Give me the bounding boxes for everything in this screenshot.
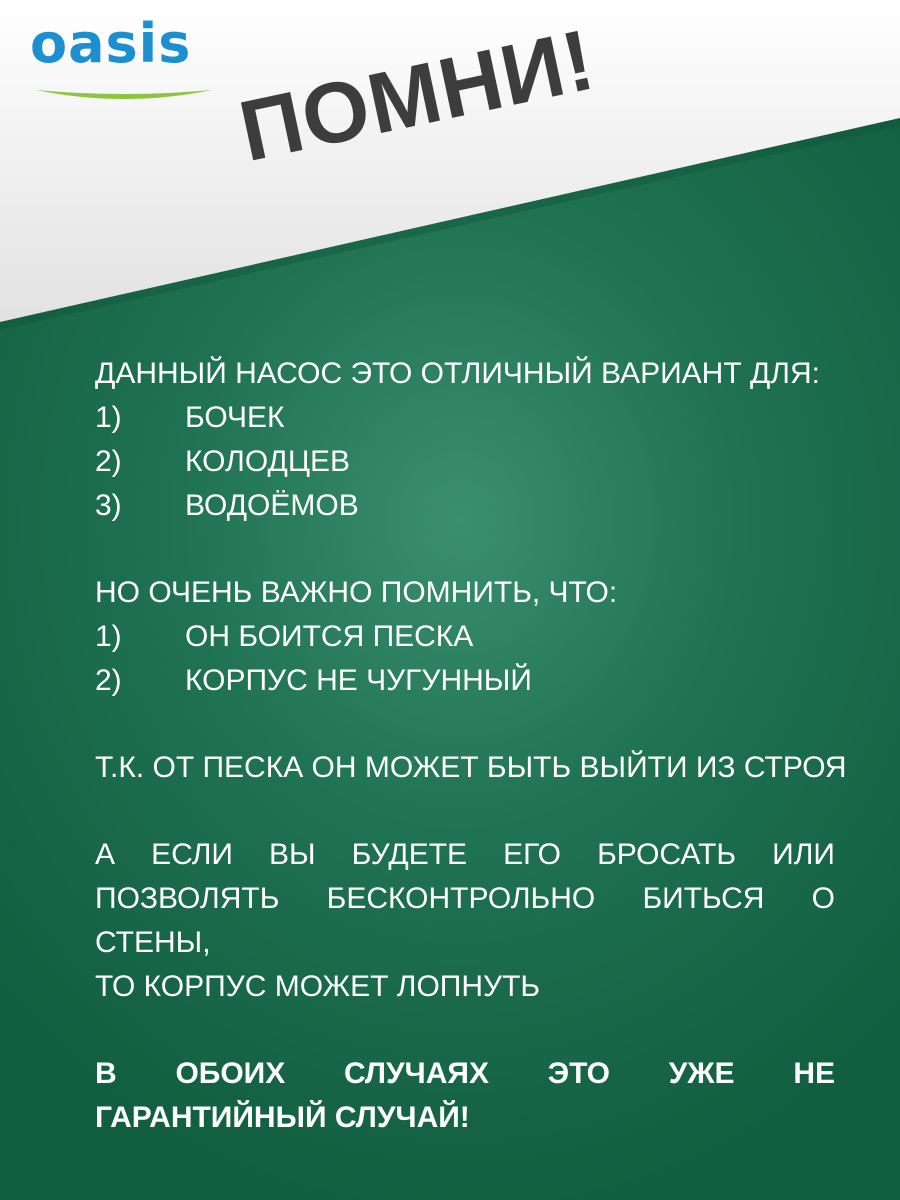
list-item	[95, 615, 835, 659]
warning-line-1: В ОБОИХ СЛУЧАЯХ ЭТО УЖЕ НЕ	[95, 1057, 835, 1090]
list-item	[95, 396, 835, 440]
main-content	[95, 352, 847, 1140]
list-item-text: ОН БОИТСЯ ПЕСКА	[185, 620, 474, 653]
section2-heading: НО ОЧЕНЬ ВАЖНО ПОМНИТЬ, ЧТО:	[95, 576, 618, 609]
list-item	[95, 484, 835, 528]
section1-heading: ДАННЫЙ НАСОС ЭТО ОТЛИЧНЫЙ ВАРИАНТ ДЛЯ:	[95, 357, 820, 390]
paragraph-line-3: ТО КОРПУС МОЖЕТ ЛОПНУТЬ	[95, 970, 541, 1003]
warning-line-2: ГАРАНТИЙНЫЙ СЛУЧАЙ!	[95, 1101, 470, 1134]
list-item-text: БОЧЕК	[185, 401, 285, 434]
list-item-number: 2)	[95, 445, 122, 478]
list-item-number: 1)	[95, 620, 122, 653]
oasis-logo	[30, 12, 220, 122]
list-item	[95, 440, 835, 484]
paragraph-line-1: А ЕСЛИ ВЫ БУДЕТЕ ЕГО БРОСАТЬ ИЛИ	[95, 838, 835, 871]
logo-text: oasis	[30, 12, 192, 75]
list-item-number: 3)	[95, 489, 122, 522]
list-item-number: 1)	[95, 401, 122, 434]
paragraph-line-2: ПОЗВОЛЯТЬ БЕСКОНТРОЛЬНО БИТЬСЯ О СТЕНЫ,	[95, 882, 835, 959]
list-item-text: КОРПУС НЕ ЧУГУННЫЙ	[185, 664, 532, 697]
list-item	[95, 659, 835, 703]
list-item-text: ВОДОЁМОВ	[185, 489, 359, 522]
logo-swoosh-icon	[34, 82, 214, 112]
list-item-text: КОЛОДЦЕВ	[185, 445, 351, 478]
sand-note: Т.К. ОТ ПЕСКА ОН МОЖЕТ БЫТЬ ВЫЙТИ ИЗ СТРОЯ	[95, 751, 847, 784]
banner-title: ПОМНИ!	[231, 11, 603, 181]
list-item-number: 2)	[95, 664, 122, 697]
